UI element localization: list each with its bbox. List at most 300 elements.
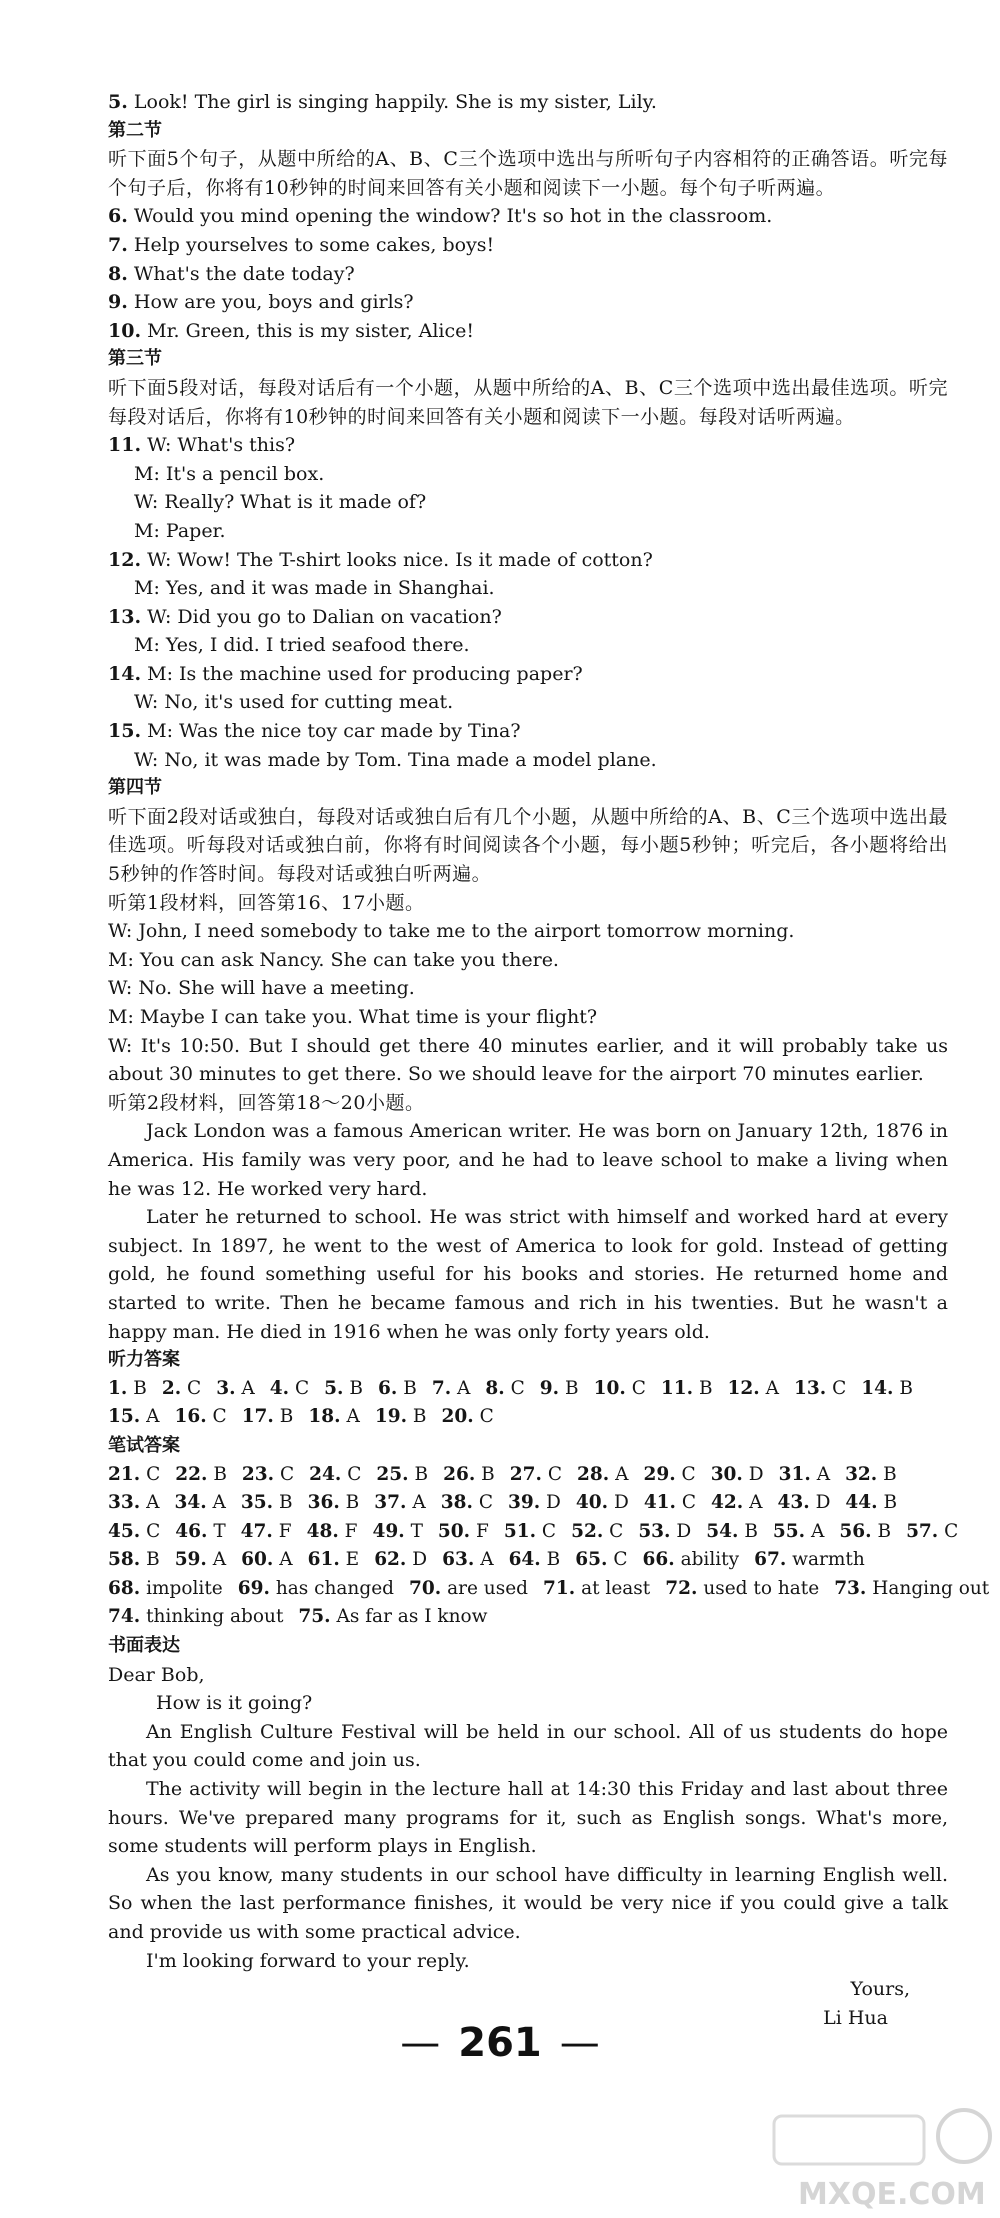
answer-item (270, 1378, 309, 1399)
answer-item (778, 1492, 831, 1513)
answer-value: C (347, 1463, 362, 1485)
letter-paragraph: As you know, many students in our school have difficulty in learning English well. So when the last performance finishes, it would be very nice if you could give a talk and provide us with some practical advice. (108, 1863, 948, 1943)
answer-item (108, 1492, 159, 1513)
answer-value: B (546, 1549, 561, 1571)
answer-number: 38. (440, 1492, 473, 1514)
answer-item (108, 1378, 147, 1399)
answer-value: B (146, 1549, 160, 1571)
dialog-line (108, 574, 948, 603)
answer-number: 66. (642, 1549, 675, 1571)
answer-value: B (698, 1377, 713, 1399)
answer-item (432, 1378, 471, 1399)
answer-number: 10. (593, 1377, 626, 1399)
dialog-line: M: Maybe I can take you. What time is your flight? (108, 1006, 598, 1028)
answer-number: 13. (794, 1377, 827, 1399)
answer-number: 26. (443, 1463, 476, 1485)
section2-list (108, 202, 948, 345)
answer-item (661, 1378, 713, 1399)
answer-value: C (212, 1406, 227, 1428)
dialog-line (108, 603, 948, 632)
answer-number: 27. (509, 1463, 542, 1485)
answer-value: C (280, 1463, 295, 1485)
answer-item (108, 1406, 159, 1427)
answer-number: 32. (845, 1463, 878, 1485)
answer-number: 75. (298, 1606, 331, 1628)
answer-value: C (944, 1520, 959, 1542)
answer-number: 6. (378, 1377, 398, 1399)
answer-item (441, 1492, 493, 1513)
listening-answers (108, 1375, 948, 1432)
answer-item (638, 1521, 691, 1542)
answer-item (665, 1578, 819, 1599)
answer-value: A (480, 1549, 494, 1571)
dialog-line (108, 546, 948, 575)
question-text: Help yourselves to some cakes, boys! (133, 233, 495, 256)
answer-number: 55. (772, 1520, 806, 1542)
answer-item (374, 1549, 427, 1570)
question-item (108, 260, 948, 289)
answer-item (642, 1549, 739, 1570)
answer-number: 52. (571, 1520, 604, 1542)
answer-item (309, 1464, 361, 1485)
answer-item (794, 1378, 846, 1399)
answer-item (374, 1492, 425, 1513)
answer-item (845, 1492, 897, 1513)
answer-value: A (146, 1492, 160, 1514)
dialog-line (108, 488, 948, 517)
answer-item (575, 1549, 627, 1570)
question-number: 7. (108, 233, 128, 256)
answer-number: 65. (575, 1549, 608, 1571)
answer-value: C (479, 1406, 494, 1428)
dialog-line (108, 460, 948, 489)
answer-value: C (631, 1377, 646, 1399)
answer-number: 22. (175, 1463, 208, 1485)
answer-item (108, 1549, 160, 1570)
answer-number: 71. (542, 1577, 576, 1599)
question-text: Would you mind opening the window? It's so hot in the classroom. (133, 205, 773, 228)
question-number: 8. (108, 262, 128, 285)
question-number: 6. (108, 205, 128, 228)
answer-row (108, 1603, 948, 1632)
answer-item (409, 1578, 528, 1599)
answer-value: C (609, 1520, 624, 1542)
answer-value: D (815, 1492, 831, 1514)
answer-value: A (765, 1377, 779, 1399)
answer-number: 49. (372, 1520, 405, 1542)
answer-item (845, 1464, 897, 1485)
answer-number: 4. (269, 1377, 290, 1399)
answer-number: 74. (108, 1606, 141, 1628)
answer-item (108, 1521, 160, 1542)
page-number: — 261 — (400, 2020, 600, 2066)
answer-number: 1. (108, 1377, 128, 1399)
answer-item (378, 1378, 417, 1399)
answer-value: A (279, 1549, 293, 1571)
answer-item (508, 1492, 561, 1513)
answer-value: B (414, 1463, 429, 1485)
answer-value: B (883, 1492, 898, 1514)
answer-item (834, 1578, 989, 1599)
answer-value: F (476, 1520, 489, 1542)
listening-answers-title: 听力答案 (108, 1349, 180, 1371)
answer-row (108, 1489, 948, 1518)
answer-value: C (681, 1463, 696, 1485)
answer-number: 28. (577, 1463, 610, 1485)
answer-value: B (744, 1520, 758, 1542)
section3-dialogs (108, 431, 948, 774)
dialog-line: W: John, I need somebody to take me to the airport tomorrow morning. (108, 920, 795, 943)
answer-value: C (187, 1377, 202, 1399)
answer-number: 20. (441, 1406, 474, 1428)
answer-value: A (615, 1463, 629, 1485)
answer-number: 58. (108, 1549, 141, 1571)
answer-value: B (278, 1492, 293, 1514)
letter-closing: Yours, (850, 1978, 910, 2001)
answer-number: 53. (638, 1520, 671, 1542)
dialog-text: M: Is the machine used for producing paper? (147, 662, 583, 685)
answer-number: 70. (409, 1577, 442, 1599)
answer-number: 56. (839, 1520, 872, 1542)
answer-number: 61. (307, 1549, 340, 1571)
answer-item (540, 1378, 579, 1399)
question-number: 13. (108, 605, 142, 628)
writing-title: 书面表达 (108, 1635, 180, 1657)
answer-item (308, 1492, 360, 1513)
answer-number: 9. (539, 1377, 560, 1399)
section3-instructions: 听下面5段对话，每段对话后有一个小题，从题中所给的A、B、C三个选项中选出最佳选项。听完每段对话后，你将有10秒钟的时间来回答有关小题和阅读下一小题。每段对话听两遍。 (108, 376, 948, 428)
dialog-line: W: No. She will have a meeting. (108, 977, 415, 1000)
written-answers-title: 笔试答案 (108, 1434, 180, 1456)
answer-number: 11. (660, 1377, 694, 1399)
question-text: Mr. Green, this is my sister, Alice! (147, 319, 475, 342)
dialog-line (108, 631, 948, 660)
dialog-text: W: What's this? (147, 434, 296, 457)
answer-value: C (478, 1492, 493, 1514)
answer-number: 24. (309, 1463, 342, 1485)
answer-value: A (816, 1463, 831, 1485)
answer-value: B (345, 1492, 360, 1514)
letter-salutation: Dear Bob, (108, 1663, 205, 1686)
answer-value: A (811, 1520, 825, 1542)
answer-item (242, 1406, 294, 1427)
answer-value: C (832, 1377, 847, 1399)
letter-paragraph: The activity will begin in the lecture hall at 14:30 this Friday and last about three hours. We've prepared many programs for it, such as English songs. What's more, some students will perform plays in English. (108, 1778, 948, 1858)
answer-page (108, 88, 990, 2032)
written-answers (108, 1461, 990, 1633)
answer-number: 33. (108, 1492, 141, 1514)
answer-value: are used (447, 1577, 528, 1599)
answer-number: 63. (442, 1549, 475, 1571)
answer-number: 68. (108, 1577, 141, 1599)
answer-item (238, 1578, 394, 1599)
answer-item (509, 1549, 561, 1570)
answer-item (510, 1464, 562, 1485)
answer-row (108, 1575, 990, 1604)
answer-item (839, 1521, 891, 1542)
answer-item (906, 1521, 958, 1542)
section4-title: 第四节 (108, 777, 162, 799)
answer-item (594, 1378, 646, 1399)
answer-item (442, 1406, 494, 1427)
answer-item (175, 1521, 225, 1542)
answer-value: B (279, 1406, 294, 1428)
question-item (108, 317, 948, 346)
answer-number: 37. (374, 1492, 407, 1514)
answer-item (773, 1521, 824, 1542)
letter-paragraph: An English Culture Festival will be held in our school. All of us students do hope that you could come and join us. (108, 1720, 948, 1772)
section2-title: 第二节 (108, 119, 162, 141)
question-number: 11. (108, 434, 142, 457)
dialog-text: W: Did you go to Dalian on vacation? (147, 605, 502, 628)
question-item (108, 231, 948, 260)
answer-value: at least (581, 1577, 651, 1599)
answer-item (175, 1549, 226, 1570)
answer-value: impolite (146, 1577, 223, 1599)
answer-item (108, 1464, 160, 1485)
answer-number: 34. (174, 1492, 207, 1514)
answer-item (711, 1464, 764, 1485)
answer-item (706, 1521, 758, 1542)
answer-item (577, 1464, 628, 1485)
answer-number: 35. (240, 1492, 274, 1514)
answer-value: F (344, 1520, 358, 1542)
answer-value: A (457, 1377, 471, 1399)
question-number: 10. (108, 319, 142, 342)
answer-value: D (748, 1463, 764, 1485)
answer-item (216, 1378, 255, 1399)
answer-value: B (899, 1377, 913, 1399)
answer-value: B (883, 1463, 897, 1485)
answer-value: C (146, 1463, 161, 1485)
dialog-text: W: Really? What is it made of? (134, 491, 427, 514)
answer-value: C (510, 1377, 525, 1399)
dialog-text: W: Wow! The T-shirt looks nice. Is it made of cotton? (147, 548, 653, 571)
answer-item (543, 1578, 650, 1599)
answer-number: 16. (174, 1406, 207, 1428)
answer-value: C (295, 1377, 310, 1399)
question-number: 9. (108, 291, 128, 314)
dialog-line (108, 746, 948, 775)
answer-item (324, 1378, 363, 1399)
letter-signature: Li Hua (823, 2006, 888, 2029)
answer-value: B (412, 1406, 427, 1428)
answer-value: B (403, 1377, 417, 1399)
question-number: 15. (108, 720, 142, 743)
answer-item (443, 1464, 495, 1485)
answer-number: 14. (861, 1377, 894, 1399)
answer-item (711, 1492, 762, 1513)
dialog-line: W: It's 10:50. But I should get there 40 minutes earlier, and it will probably take us about 30 minutes to get there. So we should leave for the airport 70 minutes earlier. (108, 1034, 948, 1086)
answer-value: T (410, 1520, 423, 1542)
answer-number: 62. (374, 1549, 407, 1571)
dialog-line (108, 717, 948, 746)
answer-number: 39. (507, 1492, 541, 1514)
answer-value: B (213, 1463, 227, 1485)
answer-item (241, 1521, 292, 1542)
answer-row (108, 1518, 959, 1547)
section3-title: 第三节 (108, 348, 162, 370)
letter-paragraph: I'm looking forward to your reply. (146, 1949, 470, 1972)
watermark-text: MXQE.COM (798, 2177, 986, 2212)
watermark-logo (764, 2096, 994, 2214)
answer-value: A (412, 1492, 426, 1514)
answer-value: C (613, 1549, 628, 1571)
answer-number: 46. (175, 1520, 208, 1542)
answer-value: B (565, 1377, 579, 1399)
answer-number: 73. (834, 1577, 867, 1599)
answer-number: 67. (754, 1549, 787, 1571)
answer-number: 48. (306, 1520, 339, 1542)
answer-value: thinking about (146, 1606, 284, 1628)
letter-body (108, 1718, 948, 1975)
material2-label: 听第2段材料，回答第18～20小题。 (108, 1091, 425, 1114)
answer-item (728, 1378, 779, 1399)
answer-number: 30. (710, 1463, 743, 1485)
answer-number: 2. (161, 1377, 182, 1399)
question-item (108, 288, 948, 317)
answer-item (298, 1606, 487, 1627)
answer-number: 45. (108, 1520, 141, 1542)
answer-number: 36. (307, 1492, 340, 1514)
answer-value: A (212, 1492, 226, 1514)
dialog-text: M: It's a pencil box. (134, 462, 325, 485)
answer-item (307, 1521, 358, 1542)
answer-item (504, 1521, 556, 1542)
answer-number: 50. (437, 1520, 471, 1542)
letter-greeting: How is it going? (156, 1692, 313, 1715)
answer-number: 64. (508, 1549, 541, 1571)
answer-item (644, 1492, 696, 1513)
answer-item (308, 1549, 360, 1570)
dialog-line (108, 688, 948, 717)
answer-value: As far as I know (336, 1606, 488, 1628)
answer-item (438, 1521, 489, 1542)
answer-value: B (877, 1520, 892, 1542)
section2-instructions: 听下面5个句子，从题中所给的A、B、C三个选项中选出与所听句子内容相符的正确答语。听完每个句子后，你将有10秒钟的时间来回答有关小题和阅读下一小题。每个句子听两遍。 (108, 148, 948, 199)
answer-number: 5. (324, 1377, 344, 1399)
answer-number: 42. (711, 1492, 744, 1514)
answer-value: warmth (792, 1549, 865, 1571)
answer-number: 25. (376, 1463, 409, 1485)
answer-number: 60. (241, 1549, 274, 1571)
answer-value: ability (680, 1549, 740, 1571)
answer-number: 59. (174, 1549, 207, 1571)
answer-item (375, 1406, 427, 1427)
dialog-line (108, 431, 948, 460)
answer-value: C (541, 1520, 557, 1542)
answer-number: 12. (727, 1377, 760, 1399)
answer-row (108, 1403, 948, 1432)
material1-dialog (108, 917, 948, 1089)
answer-row (108, 1546, 948, 1575)
answer-number: 15. (108, 1406, 141, 1428)
dialog-text: M: Paper. (134, 519, 226, 542)
question-text: What's the date today? (133, 262, 355, 285)
answer-item (242, 1464, 294, 1485)
answer-item (241, 1549, 292, 1570)
answer-value: D (412, 1549, 428, 1571)
answer-item (308, 1406, 359, 1427)
answer-number: 18. (308, 1406, 341, 1428)
answer-value: used to hate (703, 1577, 820, 1599)
answer-number: 44. (845, 1492, 878, 1514)
passage-paragraph: Jack London was a famous American writer. He was born on January 12th, 1876 in America. His family was very poor, and he had to leave school to make a living when he was 12. He worked very hard. (108, 1120, 948, 1200)
answer-number: 3. (216, 1377, 236, 1399)
answer-value: B (481, 1463, 495, 1485)
answer-value: A (146, 1406, 160, 1428)
answer-number: 54. (706, 1520, 739, 1542)
answer-item (861, 1378, 913, 1399)
answer-item (174, 1492, 225, 1513)
answer-value: Hanging out (872, 1577, 990, 1599)
answer-number: 7. (431, 1377, 452, 1399)
question-number: 12. (108, 548, 142, 571)
question-text: How are you, boys and girls? (133, 291, 414, 314)
answer-value: F (278, 1520, 292, 1542)
answer-number: 8. (485, 1377, 505, 1399)
answer-item (373, 1521, 423, 1542)
section4-instructions: 听下面2段对话或独白，每段对话或独白后有几个小题，从题中所给的A、B、C三个选项中选出最佳选项。听每段对话或独白前，你将有时间阅读各个小题，每小题5秒钟；听完后，各小题将给出5秒钟的作答时间。每段对话或独白听两遍。 (108, 805, 948, 886)
answer-number: 51. (503, 1520, 537, 1542)
answer-item (571, 1521, 623, 1542)
answer-number: 21. (108, 1463, 141, 1485)
answer-value: C (146, 1520, 161, 1542)
answer-value: has changed (275, 1577, 394, 1599)
answer-item (754, 1549, 865, 1570)
answer-number: 19. (374, 1406, 408, 1428)
answer-value: D (676, 1520, 692, 1542)
dialog-line (108, 517, 948, 546)
answer-value: E (345, 1549, 360, 1571)
answer-number: 23. (241, 1463, 275, 1485)
answer-item (241, 1492, 293, 1513)
answer-number: 47. (240, 1520, 273, 1542)
dialog-line (108, 660, 948, 689)
answer-row (108, 1375, 948, 1404)
dialog-text: W: No, it was made by Tom. Tina made a model plane. (134, 748, 657, 771)
material2-passage (108, 1117, 948, 1346)
dialog-text: M: Yes, I did. I tried seafood there. (134, 634, 470, 657)
answer-item (108, 1578, 223, 1599)
question-number: 14. (108, 662, 142, 685)
answer-number: 40. (575, 1492, 609, 1514)
answer-value: A (212, 1549, 227, 1571)
answer-value: A (749, 1492, 763, 1514)
answer-number: 29. (643, 1463, 676, 1485)
answer-item (576, 1492, 629, 1513)
question-5: 5. Look! The girl is singing happily. She is my sister, Lily. (108, 91, 657, 113)
material1-label: 听第1段材料，回答第16、17小题。 (108, 891, 425, 914)
answer-item (162, 1378, 201, 1399)
answer-number: 17. (241, 1406, 274, 1428)
answer-item (779, 1464, 830, 1485)
answer-value: A (241, 1377, 255, 1399)
passage-paragraph: Later he returned to school. He was strict with himself and worked hard at every subject. In 1897, he went to the west of America to look for gold. Instead of getting gold, he found something useful for his books and stories. He returned home and started to write. Then he became famous and rich in his twenties. But he wasn't a happy man. He died in 1916 when he was only forty years old. (108, 1206, 948, 1343)
answer-number: 43. (777, 1492, 810, 1514)
answer-item (175, 1464, 227, 1485)
answer-number: 72. (665, 1577, 698, 1599)
answer-value: B (133, 1377, 147, 1399)
answer-number: 69. (237, 1577, 270, 1599)
answer-value: C (547, 1463, 562, 1485)
answer-item (643, 1464, 695, 1485)
answer-number: 31. (778, 1463, 811, 1485)
answer-item (174, 1406, 226, 1427)
answer-item (108, 1606, 283, 1627)
answer-value: T (213, 1520, 226, 1542)
dialog-text: M: Yes, and it was made in Shanghai. (134, 577, 495, 600)
